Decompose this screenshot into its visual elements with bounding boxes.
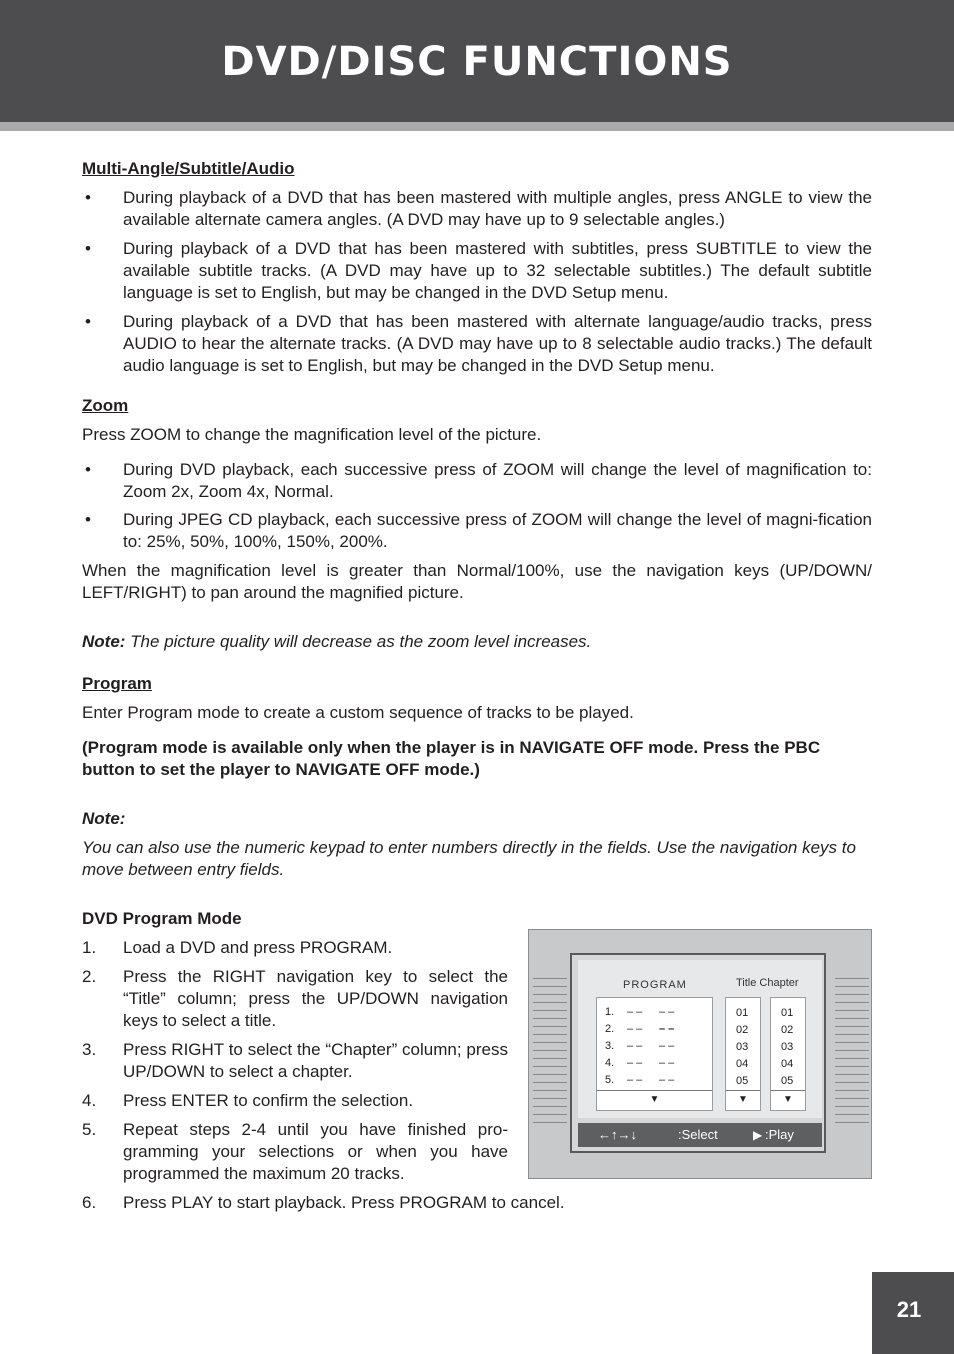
list-item: • During DVD playback, each successive press of ZOOM will change the level of magnification to: Zoom 2x, Zoom 4x, Normal. (85, 460, 872, 501)
list-item: 6. Press PLAY to start playback. Press PROGRAM to cancel. (82, 1193, 565, 1212)
heading-program: Program (82, 674, 152, 693)
dvd-program-steps (82, 937, 508, 1185)
list-item: 1. Load a DVD and press PROGRAM. (82, 938, 393, 957)
program-note-label: Note: (82, 809, 126, 828)
heading-dvd-program-mode: DVD Program Mode (82, 909, 242, 928)
zoom-note (82, 631, 872, 653)
zoom-bullets (82, 459, 872, 553)
play-icon: ▶ (753, 1128, 763, 1142)
list-item: 2. Press the RIGHT navigation key to select the “Title” column; press the UP/DOWN navigation keys to select a title. (82, 967, 508, 1030)
chevron-down-icon[interactable]: ▼ (726, 1090, 760, 1109)
program-panel-inner (578, 960, 822, 1118)
program-bold-note: (Program mode is available only when the player is in NAVIGATE OFF mode. Press the PBC button to set the player to NAVIGATE OFF mode.) (82, 738, 821, 779)
multi-angle-bullets (82, 187, 872, 377)
title-column[interactable]: 01 02 03 04 05 ▼ (725, 997, 761, 1111)
play-label: :Play (765, 1127, 794, 1142)
list-item: 3. Press RIGHT to select the “Chapter” column; press UP/DOWN to select a chapter. (82, 1040, 508, 1081)
heading-multi-angle: Multi-Angle/Subtitle/Audio (82, 159, 295, 178)
program-note-text: You can also use the numeric keypad to enter numbers directly in the fields. Use the navigation keys to move between entry fields. (82, 838, 856, 879)
program-screen-illustration (528, 929, 872, 1179)
chevron-down-icon[interactable]: ▼ (597, 1090, 712, 1109)
chapter-column[interactable]: 01 02 03 04 05 ▼ (770, 997, 806, 1111)
program-label: PROGRAM (623, 979, 687, 991)
page-number-box (872, 1272, 954, 1354)
note-label: Note: (82, 632, 126, 651)
navigation-arrows-icon: ←↑→↓ (598, 1127, 637, 1142)
list-item: • During playback of a DVD that has been mastered with multiple angles, press ANGLE to view the available alternate camera angles. (A DVD may have up to 9 selectable angles.) (85, 188, 872, 229)
dvd-program-steps-last (82, 1192, 872, 1214)
header-rule (0, 122, 954, 131)
program-nav-bar (578, 1123, 822, 1147)
heading-zoom: Zoom (82, 396, 129, 415)
screen-tick-marks-right (835, 978, 869, 1128)
screen-tick-marks-left (533, 978, 567, 1128)
note-text: The picture quality will decrease as the zoom level increases. (125, 632, 592, 651)
program-slots-column[interactable]: 1. – – – – 2. – – – – 3. – – – – 4. – – – – 5. – – – – ▼ (596, 997, 713, 1111)
list-item: • During playback of a DVD that has been mastered with subtitles, press SUBTITLE to view the available subtitle tracks. (A DVD may have up to 32 selectable subtitles.) The default subtitle language is set to English, but may be changed in the DVD Setup menu. (85, 239, 872, 302)
list-item: 4. Press ENTER to confirm the selection. (82, 1091, 414, 1110)
page-title: DVD/DISC FUNCTIONS (221, 39, 733, 85)
list-item: • During playback of a DVD that has been mastered with alternate language/audio tracks, press AUDIO to hear the alternate tracks. (A DVD may have up to 8 selectable audio tracks.) The default audio language is set to English, but may be changed in the DVD Setup menu. (85, 312, 872, 375)
program-panel (570, 953, 826, 1153)
chevron-down-icon[interactable]: ▼ (771, 1090, 805, 1109)
program-intro: Enter Program mode to create a custom sequence of tracks to be played. (82, 703, 634, 722)
zoom-pan-text: When the magnification level is greater than Normal/100%, use the navigation keys (UP/DOWN/ LEFT/RIGHT) to pan around the magnified picture. (82, 561, 872, 602)
title-chapter-label: Title Chapter (736, 977, 799, 989)
list-item: • During JPEG CD playback, each successive press of ZOOM will change the level of magni-fication to: 25%, 50%, 100%, 150%, 200%. (85, 510, 872, 551)
list-item: 5. Repeat steps 2-4 until you have finished pro-gramming your selections or when you have programmed the maximum 20 tracks. (82, 1120, 508, 1183)
select-label: :Select (678, 1127, 718, 1142)
zoom-intro: Press ZOOM to change the magnification level of the picture. (82, 425, 542, 444)
page-number: 21 (896, 1297, 922, 1322)
